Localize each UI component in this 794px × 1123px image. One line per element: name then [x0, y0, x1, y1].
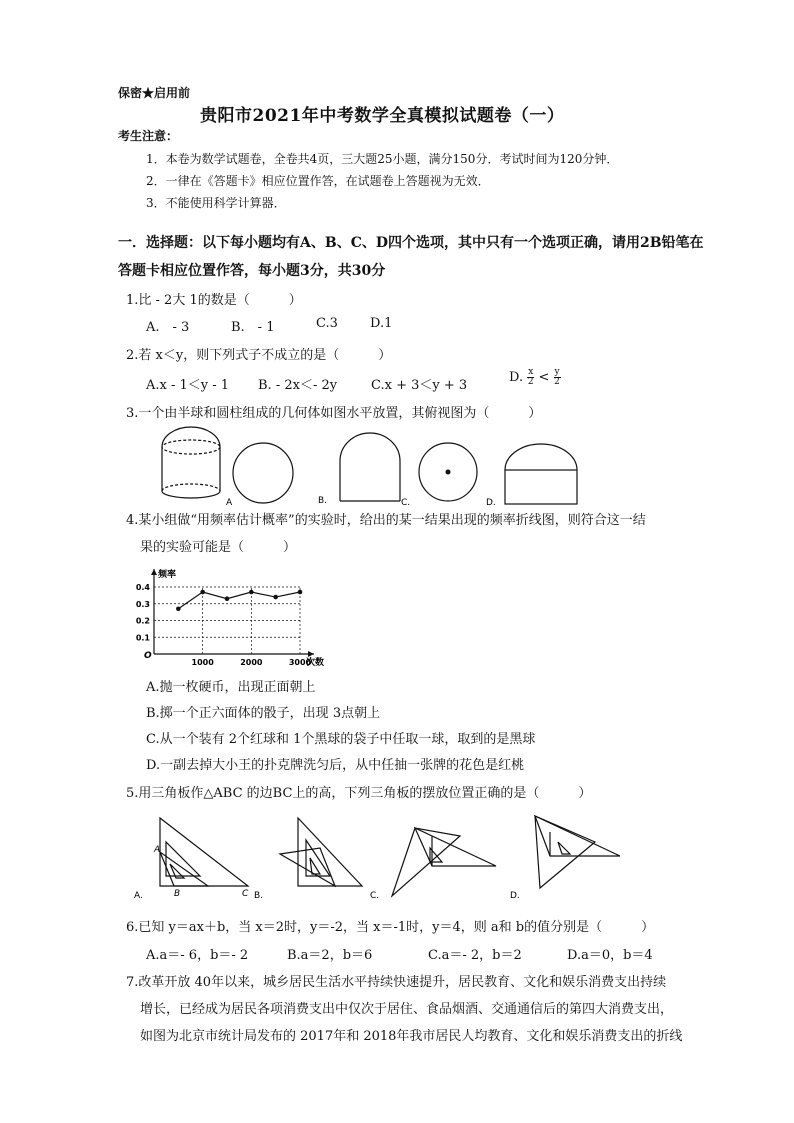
q6-option-a: A.a＝- 6，b＝- 2	[146, 948, 249, 963]
q4-option-a: A.抛一枚硬币，出现正面朝上	[146, 680, 316, 695]
option-d-shape	[505, 444, 577, 504]
notice-label: 考生注意：	[118, 129, 179, 143]
center-dot	[446, 470, 451, 475]
option-a-figure	[160, 818, 248, 886]
y-tick-label: 0.2	[135, 616, 150, 626]
q1-option-c: C.3	[316, 316, 338, 331]
less-than-sign: <	[538, 370, 550, 385]
option-a-circle	[233, 443, 293, 503]
series-line	[178, 592, 300, 609]
option-b-shape	[340, 433, 400, 501]
option-b-figure	[280, 818, 362, 886]
question-6-stem: 6.已知 y＝ax＋b，当 x＝2时，y＝-2，当 x＝-1时，y＝4，则 a和 b的值分别是（ ）	[126, 920, 655, 935]
x-axis-label: 次数	[306, 658, 325, 668]
x-axis-arrow	[308, 651, 314, 657]
notice-item: 1．本卷为数学试题卷，全卷共4页，三大题25小题，满分150分．考试时间为120分钟．	[146, 152, 619, 166]
x-tick-label: 3000	[288, 658, 312, 667]
q6-option-c: C.a＝- 2，b＝2	[428, 948, 522, 963]
frequency-line-chart	[118, 560, 325, 672]
question-5-stem: 5.用三角板作△ABC 的边BC上的高，下列三角板的摆放位置正确的是（ ）	[126, 786, 592, 801]
q5-label-a-vertex: A	[154, 845, 161, 855]
question-4-stem-cont: 果的实验可能是（ ）	[140, 540, 297, 555]
x-tick-label: 2000	[240, 658, 263, 667]
x-tick-label: 1000	[191, 658, 214, 667]
q3-label-d: D.	[486, 498, 496, 508]
q2-option-b: B. - 2x＜- 2y	[258, 378, 338, 393]
data-point	[298, 590, 303, 595]
q6-option-b: B.a＝2，b＝6	[287, 948, 373, 963]
confidential-label: 保密★启用前	[118, 86, 191, 100]
q3-label-a: A	[226, 498, 233, 508]
fraction-y-over-2: $\frac{y}{2}$	[554, 367, 560, 387]
y-tick-label: 0.1	[135, 633, 150, 643]
origin-label: O	[144, 651, 152, 661]
q2-option-d-prefix: D.	[509, 370, 524, 385]
q2-option-c: C.x + 3＜y + 3	[371, 378, 468, 393]
q5-option-a-label: A.	[134, 891, 143, 901]
question-7-stem-cont: 增长，已经成为居民各项消费支出中仅次于居住、食品烟酒、交通通信后的第四大消费支出，	[140, 1002, 674, 1017]
y-axis-label: 频率	[158, 570, 177, 580]
page-title: 贵阳市2021年中考数学全真模拟试题卷（一）	[200, 106, 565, 126]
section-heading-cont: 答题卡相应位置作答，每小题3分，共30分	[118, 263, 386, 279]
q3-figures	[150, 425, 580, 510]
q2-option-a: A.x - 1＜y - 1	[146, 378, 230, 393]
data-point	[249, 590, 254, 595]
q5-figures	[130, 806, 660, 906]
fraction-x-over-2: $\frac{x}{2}$	[527, 367, 534, 387]
question-3-stem: 3.一个由半球和圆柱组成的几何体如图水平放置，其俯视图为（ ）	[126, 406, 542, 421]
question-2-stem: 2.若 x＜y，则下列式子不成立的是（ ）	[126, 348, 392, 363]
q1-option-d: D.1	[370, 316, 393, 331]
q4-option-c: C.从一个装有 2个红球和 1个黑球的袋子中任取一球，取到的是黑球	[146, 732, 536, 747]
q3-label-b: B.	[318, 496, 328, 506]
question-7-stem: 7.改革开放 40年以来，城乡居民生活水平持续快速提升，居民教育、文化和娱乐消费支出持续	[126, 975, 667, 990]
question-1-stem: 1.比 - 2大 1的数是（ ）	[126, 293, 302, 308]
data-point	[273, 595, 278, 600]
q1-option-b: B. - 1	[231, 320, 275, 335]
q1-option-a: A. - 3	[146, 320, 190, 335]
hemisphere-cylinder-solid	[162, 427, 220, 498]
q5-option-d-label: D.	[510, 891, 520, 901]
q5-label-c-vertex: C	[242, 889, 249, 899]
notice-item: 3．不能使用科学计算器．	[146, 196, 286, 210]
section-heading: 一．选择题：以下每小题均有A、B、C、D四个选项，其中只有一个选项正确，请用2B铅笔在	[118, 235, 704, 251]
q3-label-c: C.	[401, 498, 411, 508]
option-c-figure	[392, 828, 496, 896]
q5-label-b-vertex: B	[174, 889, 181, 899]
data-point	[225, 596, 230, 601]
notice-item: 2．一律在《答题卡》相应位置作答，在试题卷上答题视为无效．	[146, 174, 490, 188]
y-tick-label: 0.4	[135, 583, 150, 592]
option-d-figure	[535, 816, 620, 888]
q4-option-d: D.一副去掉大小王的扑克牌洗匀后，从中任抽一张牌的花色是红桃	[146, 758, 525, 773]
q2-option-d	[509, 368, 561, 387]
q4-option-b: B.掷一个正六面体的骰子，出现 3点朝上	[146, 706, 381, 721]
q5-option-b-label: B.	[254, 891, 264, 901]
y-axis-arrow	[151, 569, 157, 575]
y-tick-label: 0.3	[135, 599, 150, 609]
question-7-stem-cont: 如图为北京市统计局发布的 2017年和 2018年我市居民人均教育、文化和娱乐消费支出的折线	[140, 1029, 683, 1044]
q5-option-c-label: C.	[370, 891, 380, 901]
q6-option-d: D.a＝0，b＝4	[567, 948, 653, 963]
question-4-stem: 4.某小组做“用频率估计概率”的实验时，给出的某一结果出现的频率折线图，则符合这一结	[126, 513, 646, 528]
data-point	[200, 590, 205, 595]
data-point	[176, 606, 181, 611]
